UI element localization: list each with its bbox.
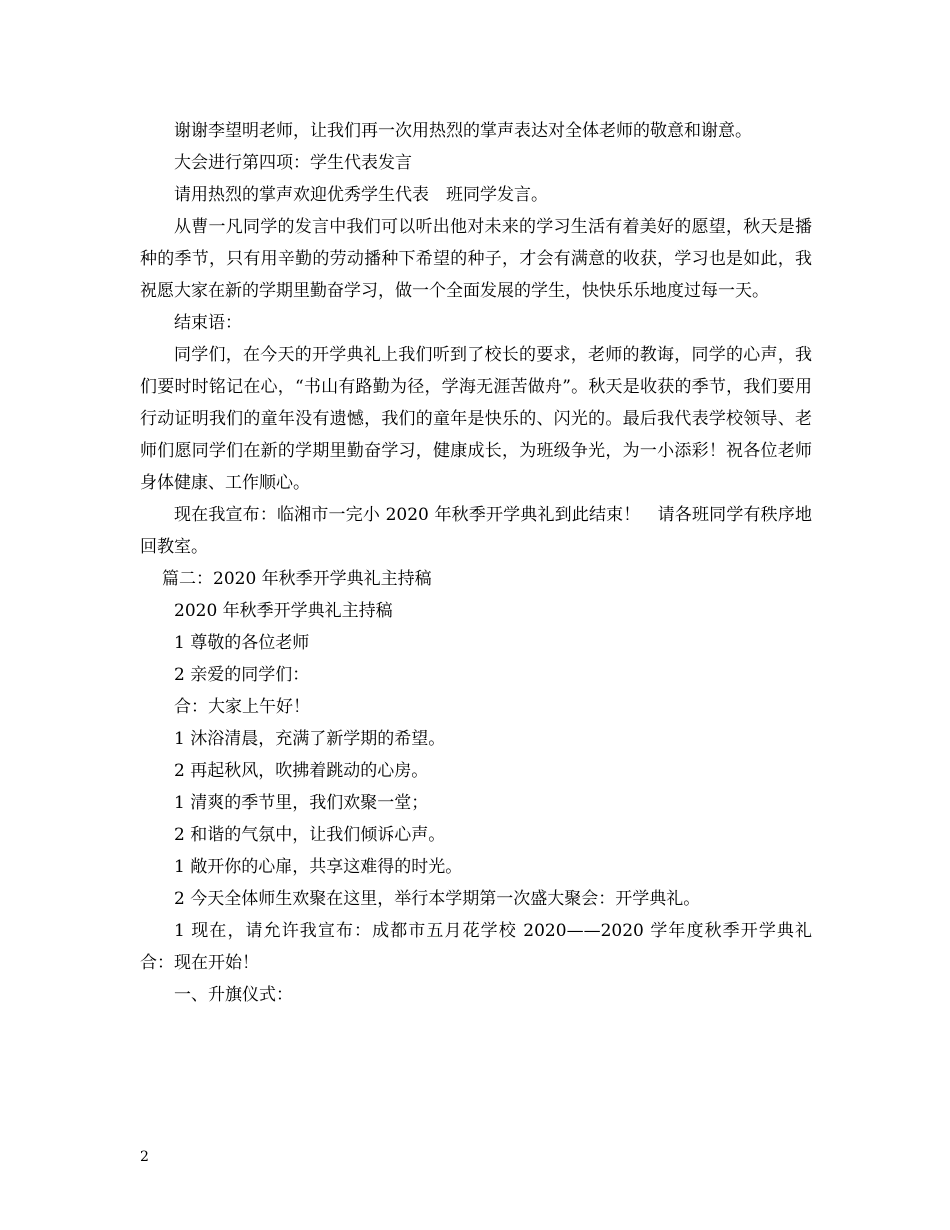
script-line: 1 清爽的季节里，我们欢聚一堂； — [174, 793, 429, 813]
script-line: 合：大家上午好！ — [174, 697, 310, 717]
script-line: 1 沐浴清晨，充满了新学期的希望。 — [174, 729, 446, 749]
section-label: 结束语： — [174, 313, 242, 333]
script-line: 2 亲爱的同学们： — [174, 665, 310, 685]
script-line: 2 和谐的气氛中，让我们倾诉心声。 — [174, 825, 446, 845]
paragraph: 大会进行第四项：学生代表发言 — [174, 153, 412, 173]
paragraph: 同学们，在今天的开学典礼上我们听到了校长的要求，老师的教诲，同学的心声，我们要时时铭记在心，“书山有路勤为径，学海无涯苦做舟”。秋天是收获的季节，我们要用行动证明我们的童年没有遗憾，我们的童年是快乐的、闪光的。最后我代表学校领导、老师们愿同学们在新的学期里勤奋学习，健康成长，为班级争光，为一小添彩！祝各位老师身体健康、工作顺心。 — [140, 345, 812, 493]
paragraph: 从曹一凡同学的发言中我们可以听出他对未来的学习生活有着美好的愿望，秋天是播种的季节，只有用辛勤的劳动播种下希望的种子，才会有满意的收获，学习也是如此，我祝愿大家在新的学期里勤奋学习，做一个全面发展的学生，快快乐乐地度过每一天。 — [140, 217, 812, 301]
script-line: 2 再起秋风，吹拂着跳动的心房。 — [174, 761, 429, 781]
paragraph: 现在我宣布：临湘市一完小 2020 年秋季开学典礼到此结束！ 请各班同学有秩序地回教室。 — [140, 505, 812, 557]
document-title: 2020 年秋季开学典礼主持稿 — [174, 601, 393, 621]
paragraph: 请用热烈的掌声欢迎优秀学生代表 班同学发言。 — [174, 185, 548, 205]
section-label: 一、升旗仪式： — [174, 985, 293, 1005]
document-body — [140, 115, 812, 1011]
script-line: 1 现在，请允许我宣布：成都市五月花学校 2020——2020 学年度秋季开学典礼 合：现在开始！ — [140, 921, 812, 973]
page-number: 2 — [140, 1149, 149, 1165]
script-line: 1 敞开你的心扉，共享这难得的时光。 — [174, 857, 463, 877]
paragraph: 谢谢李望明老师，让我们再一次用热烈的掌声表达对全体老师的敬意和谢意。 — [174, 121, 752, 141]
script-line: 2 今天全体师生欢聚在这里，举行本学期第一次盛大聚会：开学典礼。 — [174, 889, 701, 909]
script-line: 1 尊敬的各位老师 — [174, 633, 310, 653]
section-heading: 篇二：2020 年秋季开学典礼主持稿 — [162, 569, 432, 589]
